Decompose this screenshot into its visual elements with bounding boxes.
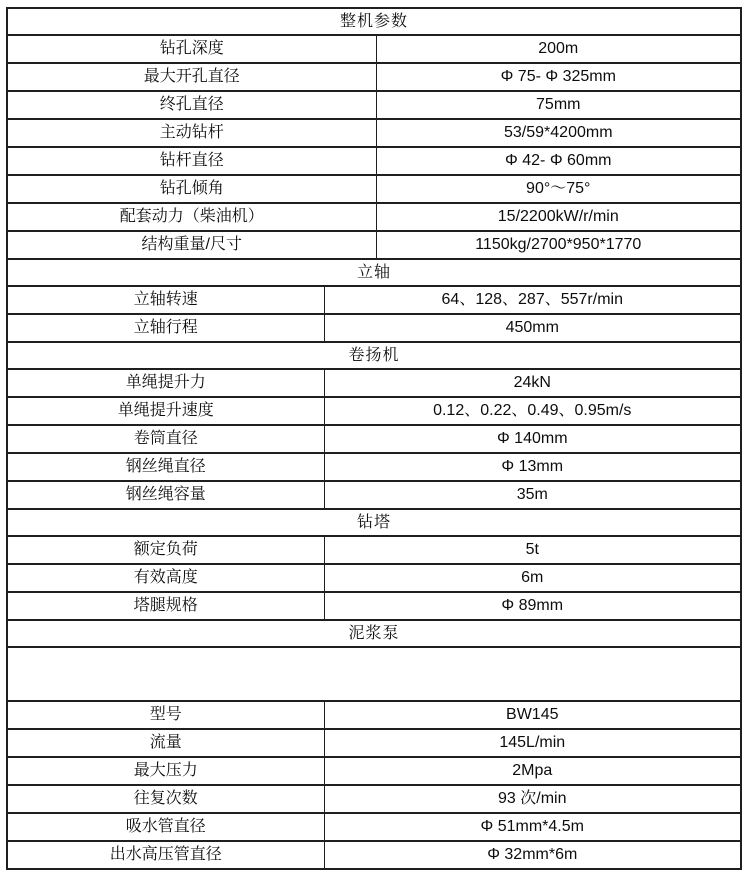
table-row bbox=[7, 564, 741, 592]
spec-label: 出水高压管直径 bbox=[7, 841, 324, 869]
spec-label: 流量 bbox=[7, 729, 324, 757]
table-row bbox=[7, 63, 741, 91]
section-row bbox=[7, 342, 741, 369]
spec-label: 钢丝绳容量 bbox=[7, 481, 324, 509]
spec-label: 最大压力 bbox=[7, 757, 324, 785]
spec-value: 1150kg/2700*950*1770 bbox=[376, 231, 741, 259]
spec-label: 主动钻杆 bbox=[7, 119, 376, 147]
table-row bbox=[7, 286, 741, 314]
spec-label: 有效高度 bbox=[7, 564, 324, 592]
table-row bbox=[7, 729, 741, 757]
spec-value: 75mm bbox=[376, 91, 741, 119]
spec-label: 塔腿规格 bbox=[7, 592, 324, 620]
table-row bbox=[7, 397, 741, 425]
spec-value: 2Mpa bbox=[324, 757, 741, 785]
section-row bbox=[7, 8, 741, 35]
spec-label: 额定负荷 bbox=[7, 536, 324, 564]
table-row bbox=[7, 147, 741, 175]
section-row bbox=[7, 509, 741, 536]
table-row bbox=[7, 203, 741, 231]
spec-value: 64、128、287、557r/min bbox=[324, 286, 741, 314]
spec-label: 终孔直径 bbox=[7, 91, 376, 119]
section-header-drill-tower: 钻塔 bbox=[7, 509, 741, 536]
spec-value: 53/59*4200mm bbox=[376, 119, 741, 147]
spec-value: Φ 89mm bbox=[324, 592, 741, 620]
spec-value: 6m bbox=[324, 564, 741, 592]
empty-cell bbox=[7, 647, 741, 701]
table-row bbox=[7, 813, 741, 841]
spec-label: 单绳提升速度 bbox=[7, 397, 324, 425]
spec-value: BW145 bbox=[324, 701, 741, 729]
spec-value: 145L/min bbox=[324, 729, 741, 757]
table-row bbox=[7, 91, 741, 119]
table-row bbox=[7, 119, 741, 147]
spec-value: Φ 13mm bbox=[324, 453, 741, 481]
spec-label: 最大开孔直径 bbox=[7, 63, 376, 91]
empty-spacer-row bbox=[7, 647, 741, 701]
table-row bbox=[7, 841, 741, 869]
spec-value: 90°～75° bbox=[376, 175, 741, 203]
spec-value: 35m bbox=[324, 481, 741, 509]
spec-value: 93 次/min bbox=[324, 785, 741, 813]
spec-value: 450mm bbox=[324, 314, 741, 342]
spec-value: Φ 32mm*6m bbox=[324, 841, 741, 869]
spec-label: 钢丝绳直径 bbox=[7, 453, 324, 481]
spec-label: 型号 bbox=[7, 701, 324, 729]
section-header-mud-pump: 泥浆泵 bbox=[7, 620, 741, 647]
spec-value: 24kN bbox=[324, 369, 741, 397]
spec-label: 结构重量/尺寸 bbox=[7, 231, 376, 259]
table-row bbox=[7, 231, 741, 259]
table-row bbox=[7, 536, 741, 564]
table-row bbox=[7, 701, 741, 729]
spec-value: 200m bbox=[376, 35, 741, 63]
spec-value: Φ 51mm*4.5m bbox=[324, 813, 741, 841]
spec-value: 5t bbox=[324, 536, 741, 564]
spec-label: 钻杆直径 bbox=[7, 147, 376, 175]
table-row bbox=[7, 592, 741, 620]
spec-value: Φ 75- Φ 325mm bbox=[376, 63, 741, 91]
spec-label: 吸水管直径 bbox=[7, 813, 324, 841]
spec-label: 立轴转速 bbox=[7, 286, 324, 314]
spec-label: 往复次数 bbox=[7, 785, 324, 813]
spec-value: 15/2200kW/r/min bbox=[376, 203, 741, 231]
table-row bbox=[7, 35, 741, 63]
section-header-spindle: 立轴 bbox=[7, 259, 741, 286]
spec-label: 钻孔倾角 bbox=[7, 175, 376, 203]
spec-label: 立轴行程 bbox=[7, 314, 324, 342]
spec-value: Φ 42- Φ 60mm bbox=[376, 147, 741, 175]
spec-label: 卷筒直径 bbox=[7, 425, 324, 453]
table-row bbox=[7, 314, 741, 342]
spec-table bbox=[6, 7, 742, 870]
section-header-whole-machine: 整机参数 bbox=[7, 8, 741, 35]
section-row bbox=[7, 259, 741, 286]
table-row bbox=[7, 785, 741, 813]
section-header-winch: 卷扬机 bbox=[7, 342, 741, 369]
section-row bbox=[7, 620, 741, 647]
spec-value: Φ 140mm bbox=[324, 425, 741, 453]
table-row bbox=[7, 757, 741, 785]
table-row bbox=[7, 425, 741, 453]
table-row bbox=[7, 481, 741, 509]
table-row bbox=[7, 453, 741, 481]
spec-label: 配套动力（柴油机） bbox=[7, 203, 376, 231]
table-row bbox=[7, 175, 741, 203]
spec-label: 单绳提升力 bbox=[7, 369, 324, 397]
spec-label: 钻孔深度 bbox=[7, 35, 376, 63]
table-row bbox=[7, 369, 741, 397]
spec-value: 0.12、0.22、0.49、0.95m/s bbox=[324, 397, 741, 425]
